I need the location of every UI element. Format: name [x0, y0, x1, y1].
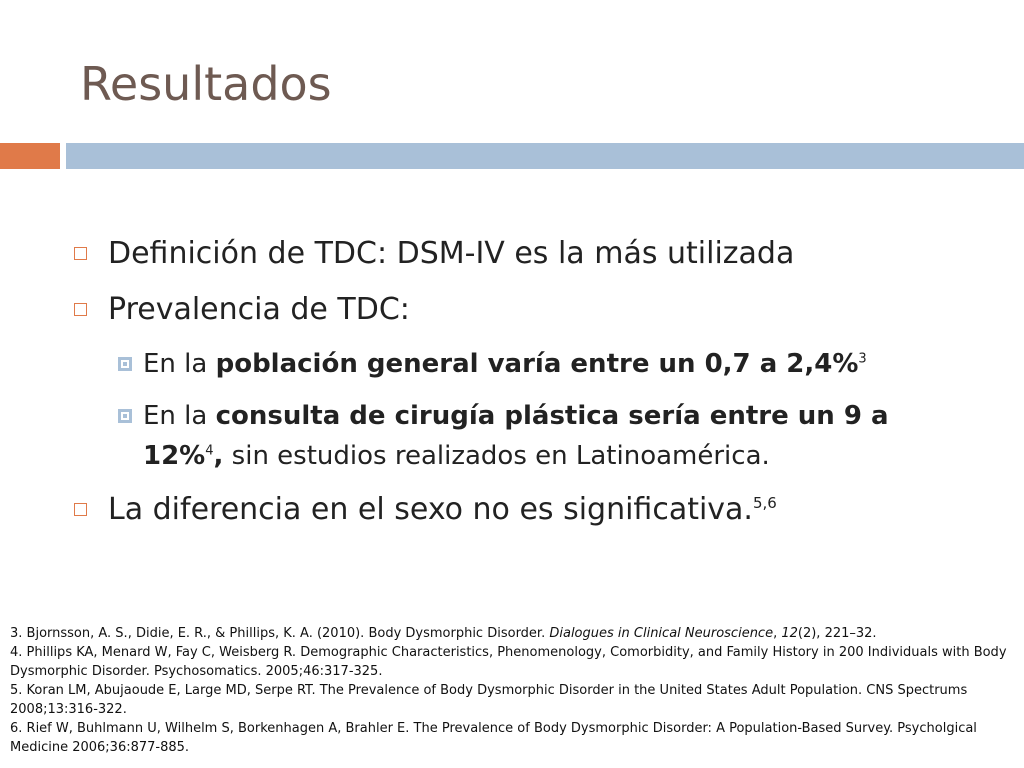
- bullet-definition-text: Definición de TDC: DSM-IV es la más utilizada: [108, 236, 795, 271]
- sub-bullet-emphasis: población general varía entre un 0,7 a 2,4%: [215, 349, 859, 379]
- reference-6: 6. Rief W, Buhlmann U, Wilhelm S, Borkenhagen A, Brahler E. The Prevalence of Body Dysmorphic Disorder: A Population-Based Survey. Psycholgical Medicine 2006;36:877-885.: [10, 721, 977, 755]
- hollow-square-bullet-icon: [74, 247, 87, 260]
- sub-bullet-emphasis: consulta de cirugía plástica sería entre un 9 a 12%: [143, 401, 889, 471]
- bullet-prevalence-text: Prevalencia de TDC:: [108, 292, 410, 327]
- sub-bullet-comma: ,: [213, 441, 224, 471]
- title-rule-bar: [66, 143, 1024, 169]
- square-bullet-icon: [118, 357, 132, 371]
- bullet-definition: [74, 232, 974, 276]
- slide-content: [74, 232, 974, 544]
- hollow-square-bullet-icon: [74, 303, 87, 316]
- sub-bullet-plastic-surgery: [118, 396, 974, 476]
- square-bullet-icon: [118, 409, 132, 423]
- citation-superscript: 3: [858, 351, 867, 367]
- slide-title: Resultados: [80, 57, 332, 111]
- bullet-sex-difference-text: La diferencia en el sexo no es significativa.: [108, 492, 753, 527]
- title-rule-accent: [0, 143, 60, 169]
- sub-bullet-prefix: En la: [143, 401, 216, 431]
- references: [10, 624, 1016, 757]
- hollow-square-bullet-icon: [74, 503, 87, 516]
- sub-bullet-prefix: En la: [143, 349, 216, 379]
- reference-3-authors: 3. Bjornsson, A. S., Didie, E. R., & Phillips, K. A. (2010). Body Dysmorphic Disorder.: [10, 626, 550, 641]
- reference-3-volume: 12: [781, 626, 798, 641]
- reference-5: 5. Koran LM, Abujaoude E, Large MD, Serpe RT. The Prevalence of Body Dysmorphic Disorder in the United States Adult Population. CNS Spectrums 2008;13:316-322.: [10, 683, 968, 717]
- citation-superscript: 4: [205, 443, 214, 459]
- bullet-prevalence: [74, 288, 974, 332]
- reference-3: [10, 624, 1016, 643]
- bullet-sex-difference: [74, 488, 974, 532]
- reference-4: 4. Phillips KA, Menard W, Fay C, Weisberg R. Demographic Characteristics, Phenomenology, Comorbidity, and Family History in 200 Individuals with Body Dysmorphic Disorder. Psychosomatics. 2005;46:317-325.: [10, 645, 1007, 679]
- citation-superscript: 5,6: [752, 494, 777, 512]
- reference-3-separator: ,: [773, 626, 782, 641]
- sub-bullet-general-population: [118, 344, 974, 384]
- reference-3-pages: (2), 221–32.: [797, 626, 877, 641]
- reference-3-journal: Dialogues in Clinical Neuroscience: [549, 626, 774, 641]
- sub-bullet-suffix: sin estudios realizados en Latinoamérica.: [223, 441, 770, 471]
